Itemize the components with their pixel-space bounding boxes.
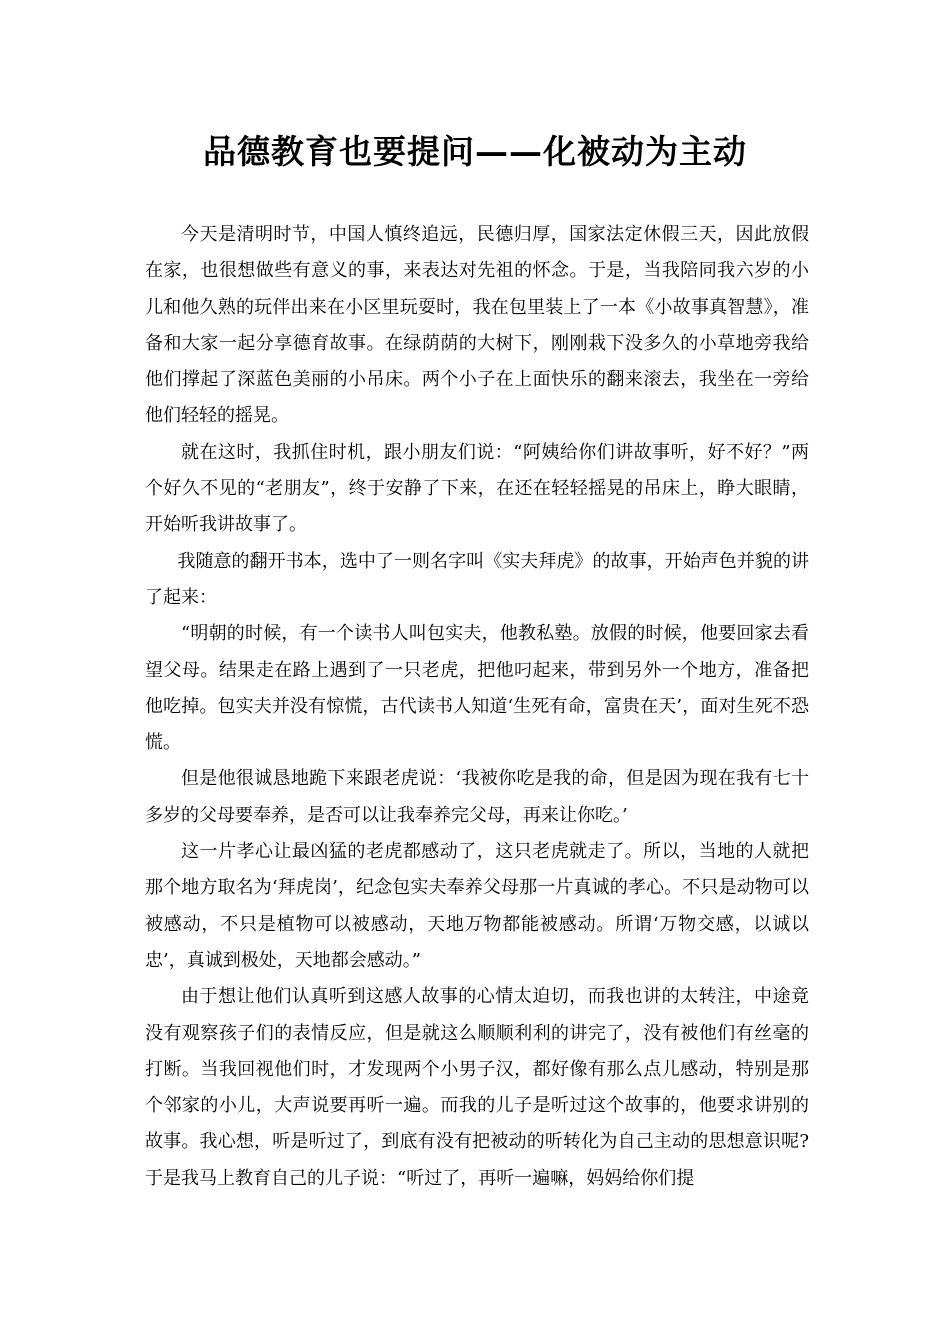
paragraph-1: 今天是清明时节，中国人慎终追远，民德归厚，国家法定休假三天，因此放假在家，也很想做些有意义的事，来表达对先祖的怀念。于是，当我陪同我六岁的小儿和他久熟的玩伴出来在小区里玩耍时，我在包里装上了一本《小故事真智慧》，准备和大家一起分享德育故事。在绿荫荫的大树下，刚刚栽下没多久的小草地旁我给他们撑起了深蓝色美丽的小吊床。两个小子在上面快乐的翻来滚去，我坐在一旁给他们轻轻的摇晃。 — [145, 224, 809, 427]
paragraph-4: “明朝的时候，有一个读书人叫包实夫，他教私塾。放假的时候，他要回家去看望父母。结果走在路上遇到了一只老虎，把他叼起来，带到另外一个地方，准备把他吃掉。包实夫并没有惊慌，古代读书人知道‘生死有命，富贵在天’，面对生死不恐慌。 — [145, 623, 809, 754]
paragraph-5: 但是他很诚恳地跪下来跟老虎说：‘我被你吃是我的命，但是因为现在我有七十多岁的父母要奉养，是否可以让我奉养完父母，再来让你吃。’ — [145, 768, 809, 826]
paragraph-7: 由于想让他们认真听到这感人故事的心情太迫切，而我也讲的太转注，中途竟没有观察孩子们的表情反应，但是就这么顺顺利利的讲完了，没有被他们有丝毫的打断。当我回视他们时，才发现两个小男子汉，都好像有那么点儿感动，特别是那个邻家的小儿，大声说要再听一遍。而我的儿子是听过这个故事的，他要求讲别的故事。我心想，听是听过了，到底有没有把被动的听转化为自己主动的思想意识呢?于是我马上教育自己的儿子说：“听过了，再听一遍嘛，妈妈给你们提 — [145, 986, 809, 1189]
paragraph-3: 我随意的翻开书本，选中了一则名字叫《实夫拜虎》的故事，开始声色并貌的讲了起来： — [145, 550, 809, 608]
document-body — [145, 217, 809, 1197]
paragraph-2: 就在这时，我抓住时机，跟小朋友们说：“阿姨给你们讲故事听，好不好？”两个好久不见的“老朋友”，终于安静了下来，在还在轻轻摇晃的吊床上，睁大眼睛，开始听我讲故事了。 — [145, 441, 809, 536]
paragraph-6: 这一片孝心让最凶猛的老虎都感动了，这只老虎就走了。所以，当地的人就把那个地方取名为‘拜虎岗’，纪念包实夫奉养父母那一片真诚的孝心。不只是动物可以被感动，不只是植物可以被感动，天地万物都能被感动。所谓‘万物交感，以诚以忠’，真诚到极处，天地都会感动。” — [145, 841, 809, 971]
document-title: 品德教育也要提问——化被动为主动 — [203, 132, 747, 171]
